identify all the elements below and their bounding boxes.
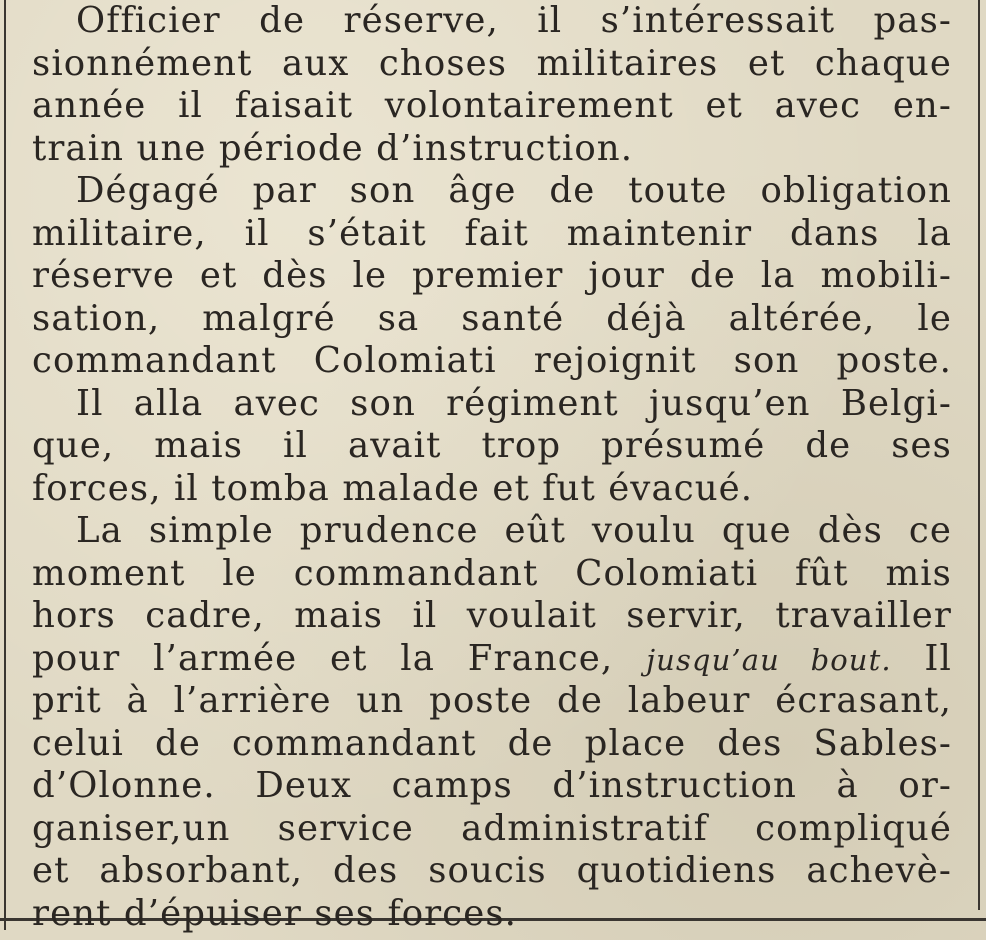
text-line: celui de commandant de place des Sables- [32,722,952,764]
article-body [32,0,952,935]
text-line: La simple prudence eût voulu que dès ce [76,510,952,551]
text-line: et absorbant, des soucis quotidiens achevè- [32,850,952,891]
text-line: hors cadre, mais il voulait servir, travailler [32,595,952,636]
text-line: année il faisait volontairement et avec en- [32,85,952,126]
text-line: militaire, il s’était fait maintenir dans la [32,212,952,254]
text-line: d’Olonne. Deux camps d’instruction à or- [32,765,952,806]
text-segment: pour l’armée et la France, [32,637,614,679]
text-line: ganiser,un service administratif compliqué [32,807,952,849]
text-line: commandant Colomiati rejoignit son poste. [32,340,952,381]
text-segment: Il [924,637,952,679]
text-line: Dégagé par son âge de toute obligation [76,170,952,211]
text-line: train une période d’instruction. [32,127,634,169]
text-line: forces, il tomba malade et fut évacué. [32,467,754,509]
text-line: moment le commandant Colomiati fût mis [32,552,952,594]
text-line: prit à l’arrière un poste de labeur écrasant, [32,680,952,721]
text-line: sation, malgré sa santé déjà altérée, le [32,297,952,339]
text-line: sionnément aux choses militaires et chaque [32,42,952,84]
text-line: Officier de réserve, il s’intéressait pas- [76,0,952,41]
italic-emphasis: jusqu’au bout. [646,642,892,677]
text-line: Il alla avec son régiment jusqu’en Belgi- [76,382,952,424]
left-column-rule [4,0,6,930]
right-column-rule [978,0,980,910]
text-line: rent d’épuiser ses forces. [32,892,518,934]
text-line [32,638,952,681]
text-line: réserve et dès le premier jour de la mobili- [32,255,952,296]
text-line: que, mais il avait trop présumé de ses [32,425,952,466]
